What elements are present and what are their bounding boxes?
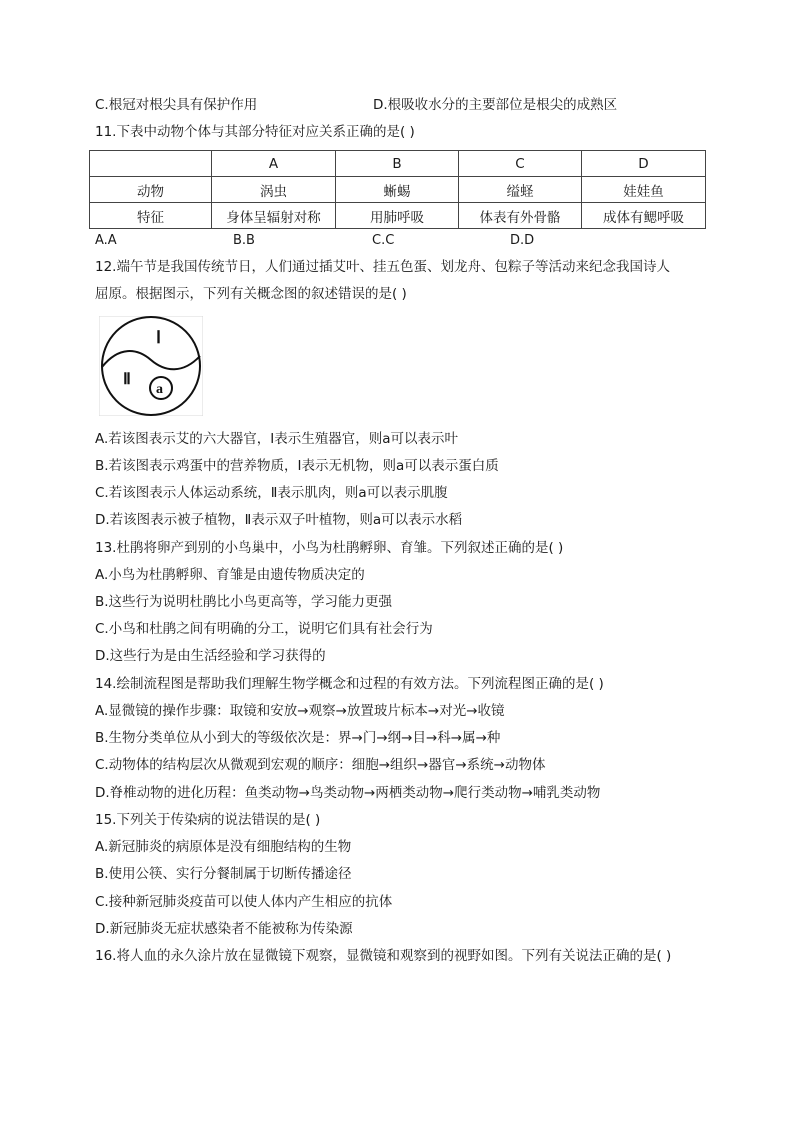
table-header-row bbox=[90, 151, 706, 177]
table-cell: D bbox=[582, 151, 706, 177]
table-cell: 动物 bbox=[90, 177, 212, 203]
q13-option-b: B.这些行为说明杜鹃比小鸟更高等，学习能力更强 bbox=[95, 594, 393, 610]
table-cell: 身体呈辐射对称 bbox=[212, 203, 336, 229]
q12-stem-line1: 12.端午节是我国传统节日，人们通过插艾叶、挂五色蛋、划龙舟、包粽子等活动来纪念我国诗人 bbox=[95, 259, 670, 275]
q12-option-c: C.若该图表示人体运动系统，Ⅱ表示肌肉，则a可以表示肌腹 bbox=[95, 485, 448, 501]
table-cell: 蜥蜴 bbox=[336, 177, 459, 203]
label-small-a: a bbox=[156, 382, 163, 397]
q15-option-a: A.新冠肺炎的病原体是没有细胞结构的生物 bbox=[95, 839, 352, 855]
q13-option-a: A.小鸟为杜鹃孵卵、育雏是由遗传物质决定的 bbox=[95, 567, 365, 583]
label-region-2: Ⅱ bbox=[123, 371, 131, 388]
q12-stem-line2: 屈原。根据图示，下列有关概念图的叙述错误的是( ) bbox=[95, 286, 407, 302]
q15-option-c: C.接种新冠肺炎疫苗可以使人体内产生相应的抗体 bbox=[95, 894, 393, 910]
q14-option-d: D.脊椎动物的进化历程：鱼类动物→鸟类动物→两栖类动物→爬行类动物→哺乳类动物 bbox=[95, 785, 601, 801]
q13-option-c: C.小鸟和杜鹃之间有明确的分工，说明它们具有社会行为 bbox=[95, 621, 433, 637]
q12-option-a: A.若该图表示艾的六大器官，Ⅰ表示生殖器官，则a可以表示叶 bbox=[95, 431, 459, 447]
label-region-1: Ⅰ bbox=[156, 328, 162, 347]
q15-option-d: D.新冠肺炎无症状感染者不能被称为传染源 bbox=[95, 921, 353, 937]
q10-option-c: C.根冠对根尖具有保护作用 bbox=[95, 97, 258, 113]
table-row bbox=[90, 203, 706, 229]
q12-option-b: B.若该图表示鸡蛋中的营养物质，Ⅰ表示无机物，则a可以表示蛋白质 bbox=[95, 458, 499, 474]
q14-option-c: C.动物体的结构层次从微观到宏观的顺序：细胞→组织→器官→系统→动物体 bbox=[95, 757, 546, 773]
q11-table bbox=[89, 150, 706, 229]
table-cell: 娃娃鱼 bbox=[582, 177, 706, 203]
table-cell: 成体有鳃呼吸 bbox=[582, 203, 706, 229]
q14-stem: 14.绘制流程图是帮助我们理解生物学概念和过程的有效方法。下列流程图正确的是( ) bbox=[95, 676, 604, 692]
q14-option-b: B.生物分类单位从小到大的等级依次是：界→门→纲→目→科→属→种 bbox=[95, 730, 501, 746]
q11-stem: 11.下表中动物个体与其部分特征对应关系正确的是( ) bbox=[95, 124, 415, 140]
table-cell: 用肺呼吸 bbox=[336, 203, 459, 229]
q14-option-a: A.显微镜的操作步骤：取镜和安放→观察→放置玻片标本→对光→收镜 bbox=[95, 703, 505, 719]
q13-option-d: D.这些行为是由生活经验和学习获得的 bbox=[95, 648, 326, 664]
table-row bbox=[90, 177, 706, 203]
q11-option-d: D.D bbox=[510, 233, 535, 248]
q16-stem: 16.将人血的永久涂片放在显微镜下观察，显微镜和观察到的视野如图。下列有关说法正确的是( ) bbox=[95, 948, 672, 964]
q11-option-a: A.A bbox=[95, 233, 117, 248]
q10-option-d: D.根吸收水分的主要部位是根尖的成熟区 bbox=[373, 97, 618, 113]
q11-option-c: C.C bbox=[372, 233, 395, 248]
q12-option-d: D.若该图表示被子植物，Ⅱ表示双子叶植物，则a可以表示水稻 bbox=[95, 512, 463, 528]
table-cell: B bbox=[336, 151, 459, 177]
table-cell: A bbox=[212, 151, 336, 177]
table-cell: 体表有外骨骼 bbox=[459, 203, 582, 229]
table-cell bbox=[90, 151, 212, 177]
table-cell: C bbox=[459, 151, 582, 177]
table-cell: 缢蛏 bbox=[459, 177, 582, 203]
q15-stem: 15.下列关于传染病的说法错误的是( ) bbox=[95, 812, 321, 828]
concept-diagram bbox=[99, 316, 203, 416]
q11-option-b: B.B bbox=[233, 233, 255, 248]
q13-stem: 13.杜鹃将卵产到别的小鸟巢中，小鸟为杜鹃孵卵、育雏。下列叙述正确的是( ) bbox=[95, 540, 564, 556]
table-cell: 特征 bbox=[90, 203, 212, 229]
q15-option-b: B.使用公筷、实行分餐制属于切断传播途径 bbox=[95, 866, 352, 882]
table-cell: 涡虫 bbox=[212, 177, 336, 203]
